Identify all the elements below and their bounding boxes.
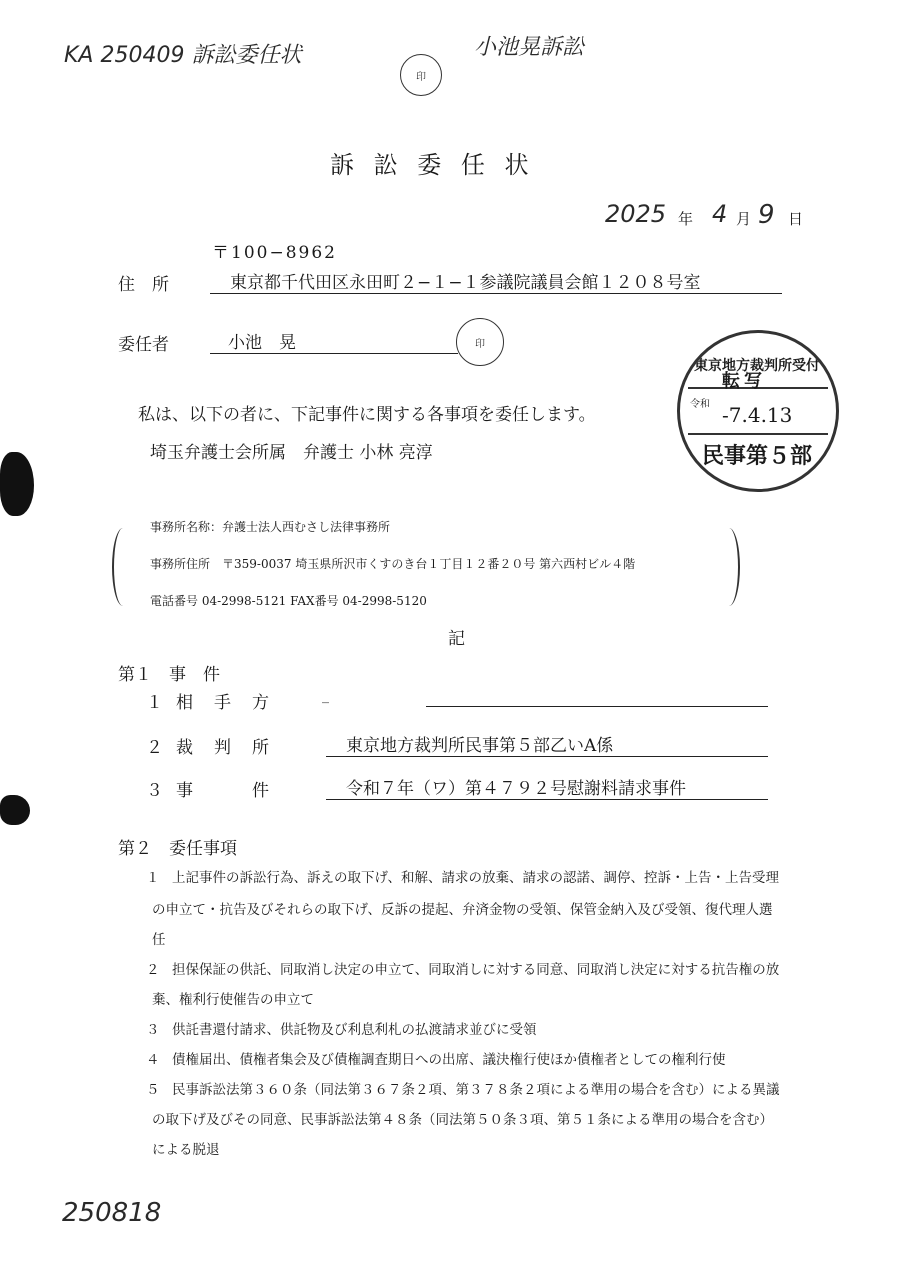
office-phone: 電話番号 04-2998-5121 FAX番号 04-2998-5120	[150, 594, 427, 608]
court-stamp-top: 東京地方裁判所受付	[694, 358, 820, 374]
handwritten-bottom-note: 250818	[62, 1198, 162, 1228]
mandate4-line1: 債権届出、債権者集会及び債権調査期日への出席、議決権行使ほか債権者としての権利行使	[172, 1052, 726, 1068]
mandate5-line3: による脱退	[152, 1142, 220, 1158]
postal-code: 〒100−8962	[212, 243, 337, 263]
seal-client: 印	[456, 318, 504, 366]
client-name: 小池 晃	[210, 328, 458, 354]
court-stamp-middle: 転写	[722, 371, 766, 392]
item2-value: 東京地方裁判所民事第５部乙いA係	[326, 731, 768, 757]
mandate1-line2: の申立て・抗告及びそれらの取下げ、反訴の提起、弁済金物の受領、保管金納入及び受領、復代理人選	[152, 902, 773, 918]
section1-heading: 第１ 事 件	[118, 665, 220, 685]
date-year-label: 年	[678, 210, 694, 228]
scan-smudge-2	[0, 795, 30, 825]
court-stamp-date: -7.4.13	[722, 403, 793, 427]
mandate1-line1: 上記事件の訴訟行為、訴えの取下げ、和解、請求の放棄、請求の認諾、調停、控訴・上告・上告受理	[172, 870, 779, 886]
date-day: 9	[758, 200, 775, 230]
court-stamp-era: 令和	[690, 399, 710, 410]
address-label: 住 所	[118, 275, 169, 295]
mandate2-line1: 担保保証の供託、同取消し決定の申立て、同取消しに対する同意、同取消し決定に対する抗告権の放	[172, 962, 780, 978]
item1-label: 相 手 方	[176, 693, 271, 713]
date-month: 4	[712, 200, 728, 228]
mandate2-line2: 棄、権利行使催告の申立て	[152, 992, 314, 1008]
office-bracket-right	[718, 528, 740, 606]
office-name: 事務所名称：弁護士法人西むさし法律事務所	[150, 520, 391, 534]
mandate3-num: ３	[146, 1022, 160, 1038]
intro-text: 私は、以下の者に、下記事件に関する各事項を委任します。	[138, 405, 596, 425]
page-title: 訴 訟 委 任 状	[330, 151, 535, 179]
item2-label: 裁 判 所	[176, 738, 271, 758]
handwritten-ref-note: KA 250409 訴訟委任状	[64, 43, 302, 68]
date-day-label: 日	[788, 210, 804, 228]
mandate3-line1: 供託書還付請求、供託物及び利息利札の払渡請求並びに受領	[172, 1022, 537, 1038]
handwritten-case-note: 小池晃訴訟	[474, 35, 585, 60]
mandate5-line1: 民事訴訟法第３６０条（同法第３６７条２項、第３７８条２項による準用の場合を含む）による異議	[172, 1082, 780, 1098]
item3-label: 事 件	[176, 781, 271, 801]
item2-num: ２	[146, 738, 163, 758]
mandate4-num: ４	[146, 1052, 160, 1068]
attorney-name: 埼玉弁護士会所属 弁護士 小林 亮淳	[150, 443, 433, 463]
item3-value: 令和７年（ワ）第４７９２号慰謝料請求事件	[326, 774, 768, 800]
mandate5-num: ５	[146, 1082, 160, 1098]
mandate1-num: １	[146, 870, 160, 886]
item1-dash: _	[322, 688, 329, 704]
seal-top: 印	[400, 54, 442, 96]
date-year: 2025	[605, 200, 667, 228]
mandate2-num: ２	[146, 962, 160, 978]
client-label: 委任者	[118, 335, 169, 355]
item1-value	[426, 686, 768, 707]
item3-num: ３	[146, 781, 163, 801]
mandate5-line2: の取下げ及びその同意、民事訴訟法第４８条（同法第５０条３項、第５１条による準用の場合を含む）	[152, 1112, 773, 1128]
court-reception-stamp	[677, 330, 839, 492]
section2-heading: 第２ 委任事項	[118, 839, 237, 859]
scan-smudge-1	[0, 452, 34, 516]
date-month-label: 月	[736, 210, 752, 228]
office-address: 事務所住所 〒359-0037 埼玉県所沢市くすのき台１丁目１２番２０号 第六西村ビル４階	[150, 557, 636, 571]
address-value: 東京都千代田区永田町２−１−１参議院議員会館１２０８号室	[210, 268, 782, 294]
item1-num: １	[146, 693, 163, 713]
ki-heading: 記	[448, 629, 465, 649]
court-stamp-bottom: 民事第５部	[702, 443, 813, 469]
office-bracket-left	[112, 528, 134, 606]
mandate1-line3: 任	[152, 932, 166, 948]
